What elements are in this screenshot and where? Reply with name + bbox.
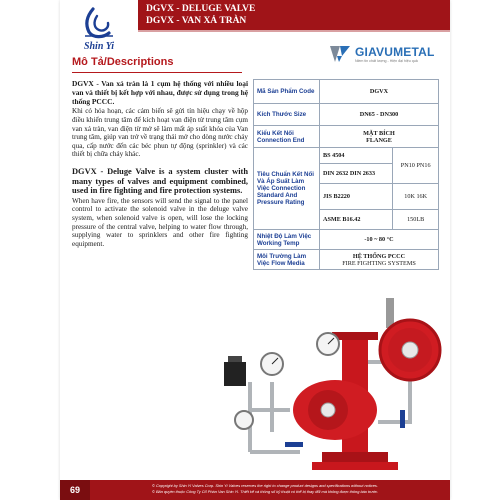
spec-value-code: DGVX	[320, 80, 439, 104]
giavumetal-logo	[328, 42, 435, 66]
spec-pressure-4: 150LB	[393, 210, 439, 230]
shin-yi-logo	[60, 0, 138, 58]
trim-piping	[250, 382, 300, 452]
spec-label-temp: Nhiệt Độ Làm Việc Working Temp	[254, 230, 320, 250]
description-en-lead: DGVX - Deluge Valve is a system cluster with many types of valves and equipment combined, used in fire fighting and fire protection systems.	[72, 166, 248, 196]
brand-name: Shin Yi	[83, 41, 115, 52]
spec-row-connection	[254, 126, 439, 148]
title-english: DGVX - DELUGE VALVE	[146, 4, 256, 14]
spec-standard-4: ASME B16.42	[320, 210, 393, 230]
spec-value-connection	[320, 126, 439, 148]
solenoid-valve	[224, 362, 246, 386]
spec-value-media	[320, 250, 439, 270]
description-vi-body: Khi có hỏa hoạn, các cảm biến sẽ gửi tín hiệu chạy về hộp điều khiển trung tâm để kích hoạt van điện từ trung tâm cụm van xả tràn, van điện từ mở sẽ làm mất áp suất khóa của Van trung tâm, giúp van trở về trạng thái mở cho dòng nước chảy qua, cấp nước đến các béc phun tự động (sprinkler) và các thiết bị chữa cháy khác.	[72, 107, 248, 159]
spec-value-connection-en: FLANGE	[366, 136, 392, 144]
valve-logo-plate	[321, 403, 335, 417]
spec-value-media-en: FIRE FIGHTING SYSTEMS	[342, 259, 416, 267]
title-bar	[138, 0, 450, 30]
header-divider	[138, 30, 450, 32]
deluge-valve-illustration	[210, 292, 450, 470]
solenoid-cap	[228, 356, 242, 362]
page-footer	[60, 480, 450, 500]
spec-label-media: Môi Trường Làm Việc Flow Media	[254, 250, 320, 270]
bottom-flange	[322, 452, 388, 462]
copyright-english: © Copyright by Shin Yi Valves Corp. Shin Yi Valves reserves the right to change product designs and specifications without notices.	[152, 483, 378, 488]
spec-value-size: DN65 - DN300	[320, 104, 439, 126]
drain-valve-handle	[285, 442, 303, 447]
partner-name: GIAVUMETAL	[355, 45, 435, 59]
spec-standard-3: JIS B2220	[320, 184, 393, 210]
footer-copyright	[152, 483, 442, 495]
spec-value-media-vi: HỆ THỐNG PCCC	[352, 252, 406, 260]
section-title: Mô Tả/Descriptions	[72, 56, 174, 68]
spec-value-temp: -10 ~ 80 °C	[320, 230, 439, 250]
top-flange	[332, 332, 378, 340]
pressure-gauge-bottom	[235, 411, 253, 429]
copyright-vietnamese: © Bản quyền thuộc Công Ty Cổ Phần Van Shin Yi. Thiết kế và thông số kỹ thuật có thể bị thay đổi mà không được thông báo trước.	[152, 489, 379, 494]
page-number: 69	[60, 480, 90, 500]
spec-pressure-3: 10K 16K	[393, 184, 439, 210]
spec-label-size: Kích Thước Size	[254, 104, 320, 126]
spec-row-standard-1	[254, 148, 439, 164]
alarm-bell-stem	[386, 298, 394, 328]
base-flange	[312, 462, 398, 470]
spec-label-connection: Kiểu Kết Nối Connection End	[254, 126, 320, 148]
shin-yi-logo-icon	[79, 6, 119, 40]
spec-standard-1: BS 4504	[320, 148, 393, 164]
title-vietnamese: DGVX - VAN XẢ TRÀN	[146, 16, 247, 26]
spec-label-code: Mã Sản Phẩm Code	[254, 80, 320, 104]
spec-value-connection-vi: MẶT BÍCH	[363, 129, 395, 137]
section-divider	[72, 72, 242, 73]
spec-row-size	[254, 104, 439, 126]
spec-pressure-1: PN10 PN16	[393, 148, 439, 184]
description-en-body: When have fire, the sensors will send the signal to the panel control to activate the solenoid valve in the deluge valve system, when solenoid valve is open, will lose the locking pressure of the central valve, helping to water flow through, supplying water to sprinklers and other fire fighting equipment.	[72, 196, 248, 248]
specification-table	[253, 79, 439, 270]
alarm-bell-logo	[402, 342, 418, 358]
test-valve-handle	[400, 410, 405, 428]
catalog-page	[60, 0, 450, 500]
description-vi-lead: DGVX - Van xả tràn là 1 cụm hệ thống với nhiều loại van và thiết bị kết hợp với nhau, được sử dụng trong hệ thống PCCC.	[72, 79, 248, 106]
description-column	[72, 80, 248, 248]
spec-label-standard: Tiêu Chuẩn Kết Nối Và Áp Suất Làm Việc Connection Standard And Pressure Rating	[254, 148, 320, 230]
spec-row-code	[254, 80, 439, 104]
giavumetal-logo-icon	[328, 42, 352, 66]
partner-tagline: Niềm tin chất lượng - Hiện đại hiệu quả	[355, 59, 418, 63]
spec-standard-2: DIN 2632 DIN 2633	[320, 164, 393, 184]
spec-row-media	[254, 250, 439, 270]
spec-row-temp	[254, 230, 439, 250]
